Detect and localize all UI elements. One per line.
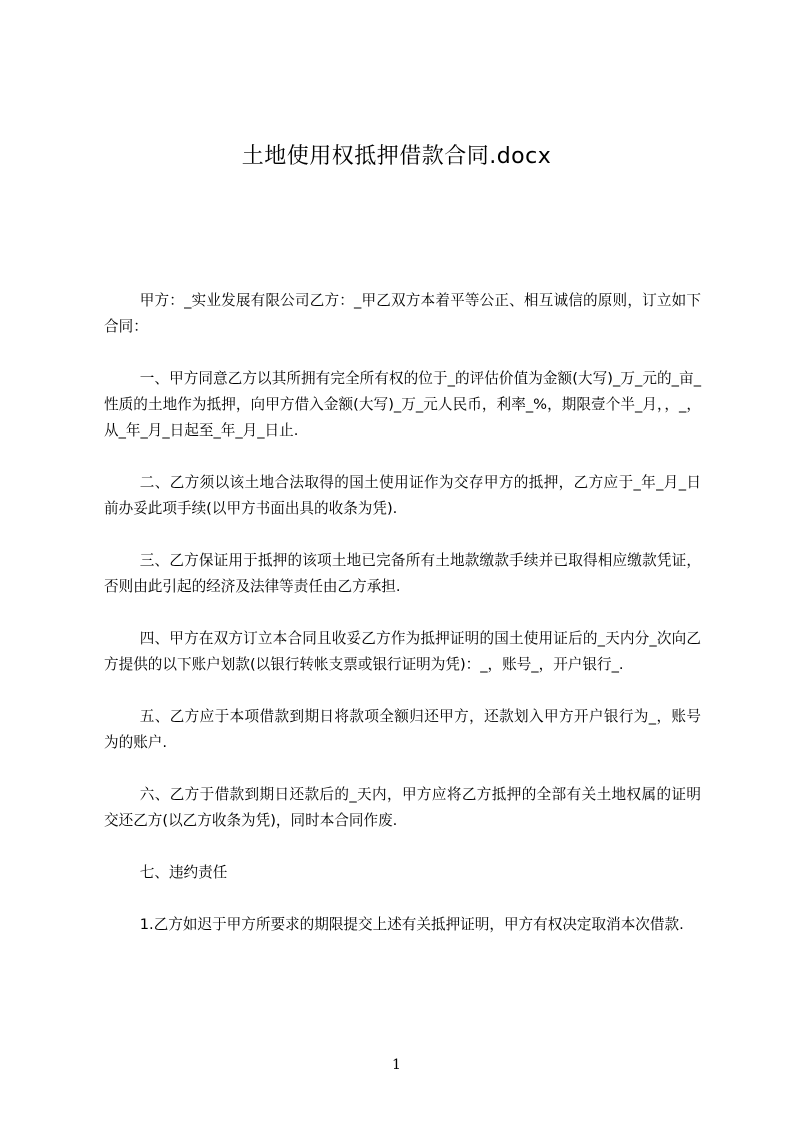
paragraph-clause-3: 三、乙方保证用于抵押的该项土地已完备所有土地款缴款手续并已取得相应缴款凭证，否则由此引起的经济及法律等责任由乙方承担. xyxy=(104,552,701,595)
section-heading-breach: 七、违约责任 xyxy=(139,864,228,881)
paragraph-clause-1: 一、甲方同意乙方以其所拥有完全所有权的位于_的评估价值为金额(大写)_万_元的_亩_性质的土地作为抵押，向甲方借入金额(大写)_万_元人民币，利率_%，期限壹个半_月，，_，从_年_月_日起至_年_月_日止. xyxy=(104,370,701,439)
paragraph-clause-7-1: 1.乙方如迟于甲方所要求的期限提交上述有关抵押证明，甲方有权决定取消本次借款. xyxy=(139,916,684,933)
paragraph-clause-5: 五、乙方应于本项借款到期日将款项全额归还甲方，还款划入甲方开户银行为_，账号为的账户. xyxy=(104,708,701,751)
document-body xyxy=(104,288,701,964)
page-number: 1 xyxy=(392,1057,401,1073)
document-title: 土地使用权抵押借款合同.docx xyxy=(241,144,552,169)
paragraph-clause-4: 四、甲方在双方订立本合同且收妥乙方作为抵押证明的国土使用证后的_天内分_次向乙方提供的以下账户划款(以银行转帐支票或银行证明为凭)：_，账号_，开户银行_. xyxy=(104,630,701,673)
paragraph-clause-2: 二、乙方须以该土地合法取得的国土使用证作为交存甲方的抵押，乙方应于_年_月_日前办妥此项手续(以甲方书面出具的收条为凭). xyxy=(104,474,701,517)
paragraph-clause-6: 六、乙方于借款到期日还款后的_天内，甲方应将乙方抵押的全部有关土地权属的证明交还乙方(以乙方收条为凭)，同时本合同作废. xyxy=(104,786,701,829)
paragraph-parties: 甲方：_实业发展有限公司乙方：_甲乙双方本着平等公正、相互诚信的原则，订立如下合同： xyxy=(104,292,701,335)
